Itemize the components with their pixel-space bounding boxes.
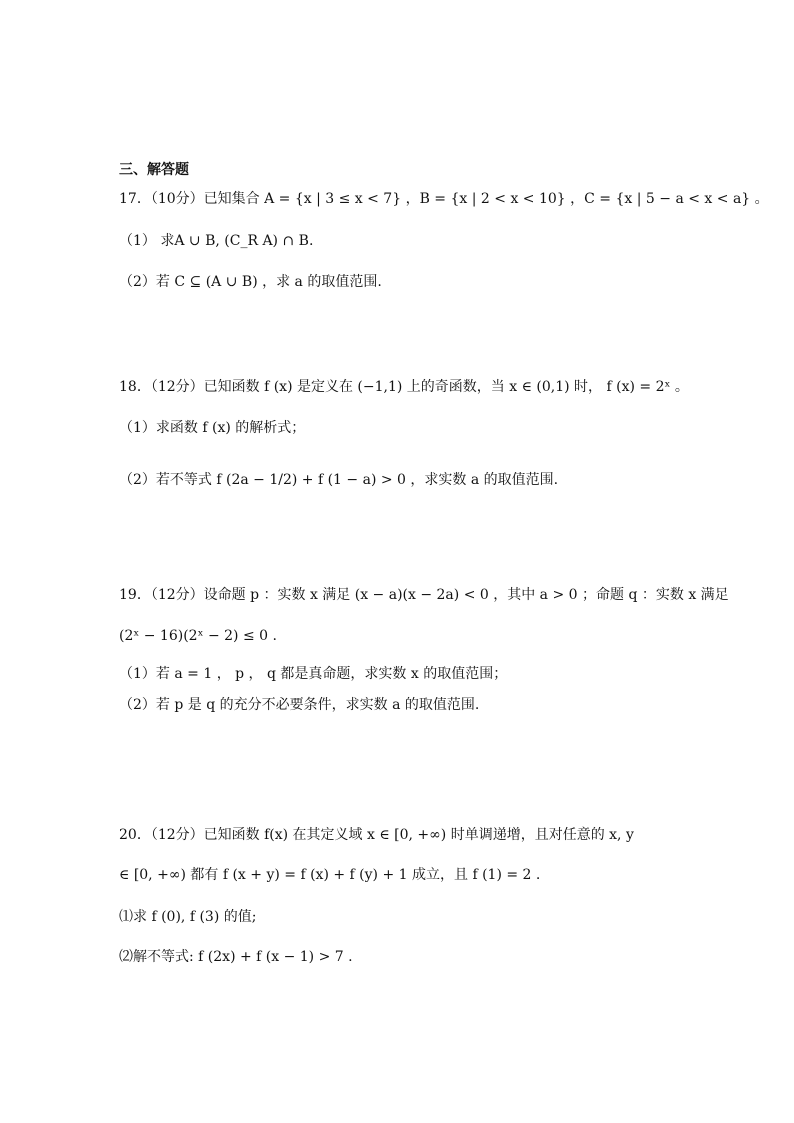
q18-part2: （2）若不等式 f (2a − 1/2) + f (1 − a) > 0 ，求实数 a 的取值范围. xyxy=(119,472,559,488)
q19-stem: 19．（12分）设命题 p ：实数 x 满足 (x − a)(x − 2a) < 0 ，其中 a > 0 ；命题 q ：实数 x 满足 xyxy=(119,587,729,603)
section-title: 三、解答题 xyxy=(119,162,189,178)
q19-stem-continued: (2ˣ − 16)(2ˣ − 2) ≤ 0 . xyxy=(119,628,277,644)
q17-part2: （2）若 C ⊆ (A ∪ B) ，求 a 的取值范围. xyxy=(119,274,382,290)
q20-part2: ⑵解不等式: f (2x) + f (x − 1) > 7 . xyxy=(119,949,353,965)
q19-part2: （2）若 p 是 q 的充分不必要条件，求实数 a 的取值范围. xyxy=(119,697,480,713)
q17-stem: 17．（10分）已知集合 A = {x | 3 ≤ x < 7} ，B = {x | 2 < x < 10} ，C = {x | 5 − a < x < a} 。 xyxy=(119,191,769,207)
q20-stem: 20．（12分）已知函数 f(x) 在其定义域 x ∈ [0, +∞) 时单调递增，且对任意的 x, y xyxy=(119,827,634,843)
q18-stem: 18．（12分）已知函数 f (x) 是定义在 (−1,1) 上的奇函数，当 x ∈ (0,1) 时， f (x) = 2ˣ 。 xyxy=(119,379,689,395)
q20-part1: ⑴求 f (0), f (3) 的值; xyxy=(119,909,257,925)
q17-part1: （1） 求A ∪ B, (C_R A) ∩ B. xyxy=(119,233,314,249)
q19-part1: （1）若 a = 1 ， p ， q 都是真命题，求实数 x 的取值范围； xyxy=(119,666,508,682)
q18-part1: （1）求函数 f (x) 的解析式； xyxy=(119,420,306,436)
q20-stem-continued: ∈ [0, +∞) 都有 f (x + y) = f (x) + f (y) + 1 成立，且 f (1) = 2 . xyxy=(119,867,541,883)
